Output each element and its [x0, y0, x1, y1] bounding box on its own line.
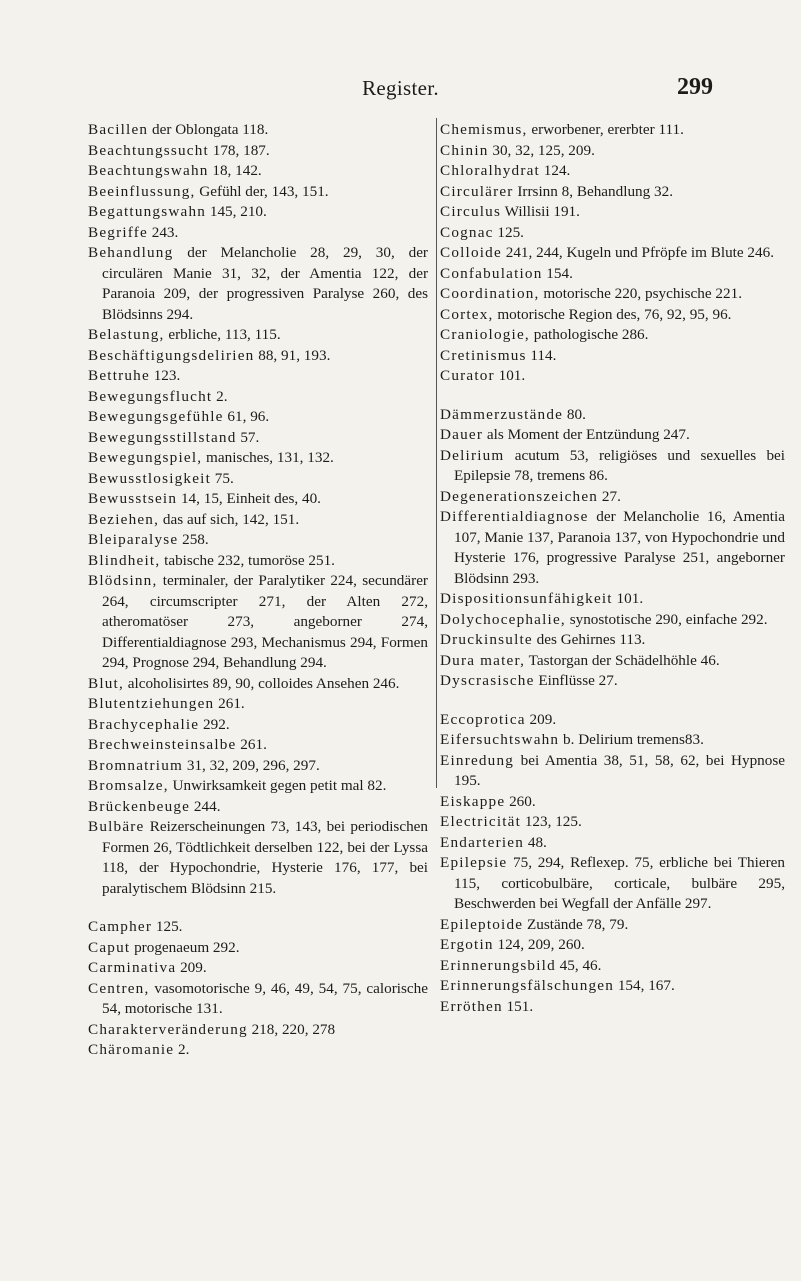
index-references: 218, 220, 278 — [247, 1020, 336, 1038]
index-references: motorische Region des, 76, 92, 95, 96. — [493, 305, 732, 323]
index-group-b — [88, 120, 428, 899]
index-entry — [88, 571, 428, 674]
index-group-e — [440, 710, 785, 1018]
index-term: Cretinismus — [440, 346, 527, 364]
index-references: 31, 32, 209, 296, 297. — [183, 756, 320, 774]
index-entry — [440, 935, 785, 956]
index-term: Beschäftigungsdelirien — [88, 346, 255, 364]
index-term: Bromsalze, — [88, 777, 169, 794]
index-references: 261. — [236, 736, 267, 753]
index-term: Eiskappe — [440, 792, 506, 810]
index-references: 292. — [199, 715, 230, 733]
index-references: 124. — [539, 162, 571, 179]
index-references: 75, 294, Reflexep. 75, erbliche bei Thieren 115, corticobulbäre, corticale, bulbäre 295, Beschwerden bei Wegfall der Anfälle 297. — [454, 854, 785, 912]
index-references: 145, 210. — [206, 203, 267, 220]
index-term: Centren, — [88, 979, 150, 997]
index-term: Campher — [88, 918, 153, 935]
index-entry — [440, 853, 785, 915]
index-term: Erinnerungsbild — [440, 956, 556, 974]
index-term: Carminativa — [88, 959, 177, 976]
index-references: Zustände 78, 79. — [523, 915, 629, 933]
index-references: der Melancholie 16, Amentia 107, Manie 137, Paranoia 137, von Hypochondrie und Hysterie 176, progressive Paralyse 251, angeborner Blödsinn 293. — [454, 508, 785, 587]
index-entry — [440, 792, 785, 813]
index-term: Craniologie, — [440, 326, 530, 343]
index-references: bei Amentia 38, 51, 58, 62, bei Hypnose 195. — [454, 751, 785, 789]
index-entry — [440, 284, 785, 305]
index-term: Erröthen — [440, 997, 503, 1015]
index-term: Beachtungswahn — [88, 162, 209, 179]
index-entry — [88, 428, 428, 449]
index-entry — [440, 425, 785, 446]
index-entry — [440, 446, 785, 487]
index-entry — [88, 223, 428, 244]
index-term: Dolychocephalie, — [440, 610, 566, 628]
index-entry — [88, 448, 428, 469]
index-term: Electricität — [440, 813, 522, 830]
index-references: 30, 32, 125, 209. — [488, 141, 595, 159]
index-term: Dispositionsunfähigkeit — [440, 590, 613, 607]
index-term: Dyscrasische — [440, 672, 535, 689]
index-references: Gefühl der, 143, 151. — [195, 182, 329, 200]
index-term: Beziehen, — [88, 510, 160, 528]
index-term: Dura mater, — [440, 651, 526, 669]
index-entry — [440, 833, 785, 854]
column-divider — [436, 118, 437, 788]
index-references: erworbener, ererbter 111. — [527, 121, 684, 138]
index-entry — [440, 325, 785, 346]
index-references: synostotische 290, einfache 292. — [565, 610, 768, 628]
index-term: Dauer — [440, 426, 484, 443]
index-entry — [88, 551, 428, 572]
index-references: 154, 167. — [614, 977, 675, 994]
index-entry — [88, 469, 428, 490]
index-references: 88, 91, 193. — [254, 346, 331, 364]
index-entry — [88, 979, 428, 1020]
index-term: Bewegungspiel, — [88, 449, 203, 466]
index-references: Reizerscheinungen 73, 143, bei periodischen Formen 26, Tödtlichkeit derselben 122, bei der Lyssa 118, der Hypochondrie, Hysterie 176, 177, bei paralytischem Blödsinn 215. — [102, 818, 428, 897]
index-term: Bettruhe — [88, 367, 150, 384]
index-term: Bewegungsstillstand — [88, 428, 237, 446]
index-entry — [88, 530, 428, 551]
index-references: der Melancholie 28, 29, 30, der circulären Manie 31, 32, der Amentia 122, der Paranoia 209, der progressiven Paralyse 260, des Blödsinns 294. — [102, 244, 428, 323]
index-references: 209. — [176, 959, 207, 976]
index-references: 243. — [147, 223, 179, 241]
index-entry — [88, 325, 428, 346]
index-entry — [88, 938, 428, 959]
index-entry — [88, 797, 428, 818]
index-term: Bewusstsein — [88, 490, 178, 507]
index-references: 2. — [212, 387, 228, 405]
index-references: acutum 53, religiöses und sexuelles bei Epilepsie 78, tremens 86. — [454, 446, 785, 484]
index-references: 101. — [612, 590, 644, 607]
index-term: Circulus — [440, 203, 502, 220]
index-entry — [88, 387, 428, 408]
index-entry — [440, 366, 785, 387]
index-references: 27. — [598, 487, 621, 505]
index-term: Dämmerzustände — [440, 405, 564, 423]
index-term: Bulbäre — [88, 818, 145, 835]
index-term: Brechweinsteinsalbe — [88, 736, 237, 753]
index-group-c2 — [440, 120, 785, 387]
index-references: 124, 209, 260. — [493, 936, 585, 953]
index-references: progenaeum 292. — [130, 938, 240, 956]
index-term: Chäromanie — [88, 1041, 175, 1058]
index-references: 114. — [526, 346, 557, 364]
index-references: pathologische 286. — [529, 326, 649, 343]
index-references: 154. — [542, 264, 573, 282]
index-term: Degenerationszeichen — [440, 487, 599, 505]
index-entry — [88, 674, 428, 695]
page-number: 299 — [677, 74, 713, 100]
index-entry — [88, 715, 428, 736]
index-entry — [440, 671, 785, 692]
index-entry — [440, 120, 785, 141]
index-references: alcoholisirtes 89, 90, colloides Ansehen 246. — [123, 674, 400, 692]
index-term: Curator — [440, 367, 495, 384]
index-term: Druckinsulte — [440, 631, 533, 648]
index-term: Delirium — [440, 446, 505, 464]
index-term: Chinin — [440, 141, 489, 159]
index-references: 125. — [493, 223, 524, 241]
index-references: 123. — [149, 367, 181, 384]
index-entry — [440, 243, 785, 264]
index-entry — [88, 407, 428, 428]
index-references: b. Delirium tremens83. — [559, 731, 704, 748]
index-entry — [88, 202, 428, 223]
index-references: 75. — [210, 469, 234, 487]
index-references: das auf sich, 142, 151. — [159, 510, 300, 528]
running-head: Register. — [362, 76, 439, 100]
index-references: 261. — [214, 695, 245, 712]
index-entry — [440, 507, 785, 589]
index-term: Belastung, — [88, 326, 165, 343]
index-entry — [440, 405, 785, 426]
index-entry — [440, 182, 785, 203]
index-references: als Moment der Entzündung 247. — [483, 426, 690, 443]
index-term: Blut, — [88, 674, 124, 692]
index-entry — [88, 1020, 428, 1041]
index-term: Einredung — [440, 751, 515, 769]
index-term: Eccoprotica — [440, 710, 526, 728]
index-term: Bacillen — [88, 121, 149, 138]
index-entry — [440, 202, 785, 223]
index-entry — [440, 223, 785, 244]
index-entry — [440, 915, 785, 936]
index-references: Tastorgan der Schädelhöhle 46. — [525, 651, 720, 669]
index-references: motorische 220, psychische 221. — [539, 285, 743, 302]
index-term: Circulärer — [440, 182, 514, 200]
index-term: Blutentziehungen — [88, 695, 215, 712]
index-entry — [440, 264, 785, 285]
index-entry — [440, 812, 785, 833]
index-references: der Oblongata 118. — [148, 121, 269, 138]
index-term: Erinnerungsfälschungen — [440, 977, 615, 994]
index-references: Irrsinn 8, Behandlung 32. — [513, 182, 674, 200]
index-term: Differentialdiagnose — [440, 508, 589, 525]
index-entry — [88, 756, 428, 777]
index-term: Eifersuchtswahn — [440, 731, 560, 748]
index-term: Endarterien — [440, 833, 525, 851]
index-entry — [88, 489, 428, 510]
index-entry — [88, 366, 428, 387]
index-references: 45, 46. — [555, 956, 602, 974]
index-references: 244. — [190, 797, 221, 815]
index-references: 241, 244, Kugeln und Pfröpfe im Blute 246. — [501, 244, 775, 261]
index-term: Beeinflussung, — [88, 182, 196, 200]
index-entry — [440, 976, 785, 997]
index-references: manisches, 131, 132. — [202, 449, 334, 466]
index-entry — [440, 487, 785, 508]
index-references: terminaler, der Paralytiker 224, secundärer 264, circumscripter 271, der Alten 272, atheromatöser 273, angeborner 274, Differentialdiagnose 293, Mechanismus 294, Formen 294, Prognose 294, Behandlung 294. — [102, 572, 428, 671]
index-references: 57. — [236, 428, 260, 446]
index-term: Bleiparalyse — [88, 531, 179, 548]
index-term: Cortex, — [440, 305, 494, 323]
index-term: Colloide — [440, 244, 502, 261]
index-references: 125. — [152, 918, 183, 935]
index-references: 151. — [502, 997, 534, 1015]
index-entry — [88, 776, 428, 797]
index-entry — [88, 161, 428, 182]
index-references: 260. — [505, 792, 536, 810]
index-term: Blödsinn, — [88, 572, 158, 589]
index-entry — [440, 710, 785, 731]
index-entry — [440, 161, 785, 182]
index-references: 258. — [178, 531, 209, 548]
index-entry — [440, 956, 785, 977]
index-term: Bewegungsgefühle — [88, 408, 224, 425]
index-entry — [440, 630, 785, 651]
index-group-c1 — [88, 917, 428, 1061]
index-references: 209. — [525, 710, 557, 728]
index-term: Epileptoide — [440, 915, 524, 933]
index-references: des Gehirnes 113. — [532, 631, 646, 648]
index-term: Coordination, — [440, 285, 540, 302]
index-term: Caput — [88, 938, 131, 956]
index-references: 101. — [494, 367, 526, 384]
index-entry — [88, 735, 428, 756]
index-entry — [88, 141, 428, 162]
index-entry — [440, 751, 785, 792]
index-references: vasomotorische 9, 46, 49, 54, 75, calorische 54, motorische 131. — [102, 979, 428, 1017]
index-entry — [88, 817, 428, 899]
index-term: Brachycephalie — [88, 715, 200, 733]
right-column — [440, 120, 785, 1017]
index-references: 2. — [174, 1041, 190, 1058]
index-references: 18, 142. — [208, 162, 262, 179]
index-entry — [88, 243, 428, 325]
index-term: Chemismus, — [440, 121, 528, 138]
left-column — [88, 120, 428, 1061]
index-term: Blindheit, — [88, 551, 161, 569]
index-term: Beachtungssucht — [88, 141, 209, 159]
index-term: Chloralhydrat — [440, 162, 540, 179]
index-entry — [440, 589, 785, 610]
index-references: 14, 15, Einheit des, 40. — [177, 490, 321, 507]
index-term: Charakterveränderung — [88, 1020, 248, 1038]
index-entry — [440, 346, 785, 367]
page-header — [0, 76, 801, 106]
index-references: erbliche, 113, 115. — [164, 326, 281, 343]
index-references: Willisii 191. — [501, 203, 580, 220]
index-term: Ergotin — [440, 936, 494, 953]
index-entry — [440, 305, 785, 326]
index-term: Bewusstlosigkeit — [88, 469, 211, 487]
index-references: Einflüsse 27. — [534, 672, 618, 689]
index-references: 61, 96. — [223, 408, 270, 425]
index-references: 123, 125. — [521, 813, 582, 830]
index-references: 80. — [563, 405, 586, 423]
index-term: Begriffe — [88, 223, 148, 241]
index-entry — [440, 997, 785, 1018]
index-references: Unwirksamkeit gegen petit mal 82. — [168, 777, 387, 794]
index-term: Bewegungsflucht — [88, 387, 213, 405]
index-references: 48. — [524, 833, 547, 851]
index-entry — [440, 651, 785, 672]
index-entry — [440, 141, 785, 162]
index-references: 178, 187. — [208, 141, 270, 159]
index-entry — [440, 730, 785, 751]
index-term: Begattungswahn — [88, 203, 207, 220]
index-term: Confabulation — [440, 264, 543, 282]
index-entry — [88, 346, 428, 367]
index-entry — [88, 1040, 428, 1061]
index-entry — [440, 610, 785, 631]
index-term: Behandlung — [88, 244, 174, 261]
index-references: tabische 232, tumoröse 251. — [160, 551, 335, 569]
index-term: Brückenbeuge — [88, 797, 191, 815]
index-term: Epilepsie — [440, 854, 508, 871]
index-entry — [88, 694, 428, 715]
index-term: Bromnatrium — [88, 756, 184, 774]
index-group-d — [440, 405, 785, 692]
index-entry — [88, 917, 428, 938]
index-term: Cognac — [440, 223, 494, 241]
index-entry — [88, 182, 428, 203]
index-entry — [88, 120, 428, 141]
index-entry — [88, 510, 428, 531]
index-entry — [88, 958, 428, 979]
